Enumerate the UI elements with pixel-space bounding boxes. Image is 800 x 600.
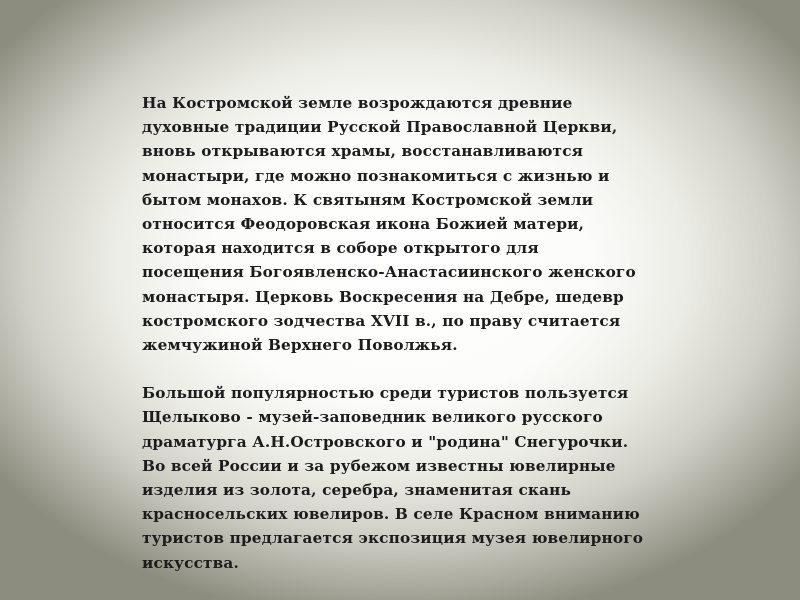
paragraph-line: Во всей России и за рубежом известны ювелирные [142, 456, 616, 475]
paragraph-line: костромского зодчества XVII в., по праву считается [142, 311, 621, 330]
paragraph-line: Большой популярностью среди туристов пользуется [142, 384, 629, 403]
paragraph-line: которая находится в соборе открытого для [142, 239, 539, 258]
paragraph-line: вновь открываются храмы, восстанавливаются [142, 142, 584, 161]
paragraph-line: бытом монахов. К святыням Костромской земли [142, 190, 594, 209]
paragraph-line: красносельских ювелиров. В селе Красном вниманию [142, 505, 640, 524]
paragraph-1 [142, 91, 702, 357]
paragraph-line: духовные традиции Русской Православной Церкви, [142, 118, 618, 137]
paragraph-line: Щелыково - музей-заповедник великого русского [142, 408, 603, 427]
paragraph-line: относится Феодоровская икона Божией матери, [142, 215, 585, 234]
paragraph-line: монастыря. Церковь Воскресения на Дебре, шедевр [142, 287, 624, 306]
slide-text-block [142, 91, 702, 575]
paragraph-line: На Костромской земле возрождаются древние [142, 94, 573, 112]
paragraph-2 [142, 381, 702, 575]
paragraph-line: искусства. [142, 553, 239, 572]
paragraph-line: изделия из золота, серебра, знаменитая скань [142, 481, 572, 500]
paragraph-line: туристов предлагается экспозиция музея ювелирного [142, 529, 644, 548]
paragraph-line: жемчужиной Верхнего Поволжья. [142, 336, 458, 355]
paragraph-line: драматурга А.Н.Островского и "родина" Снегурочки. [142, 432, 629, 451]
paragraph-line: монастыри, где можно познакомиться с жизнью и [142, 166, 610, 185]
paragraph-line: посещения Богоявленско-Анастасиинского женского [142, 263, 636, 282]
